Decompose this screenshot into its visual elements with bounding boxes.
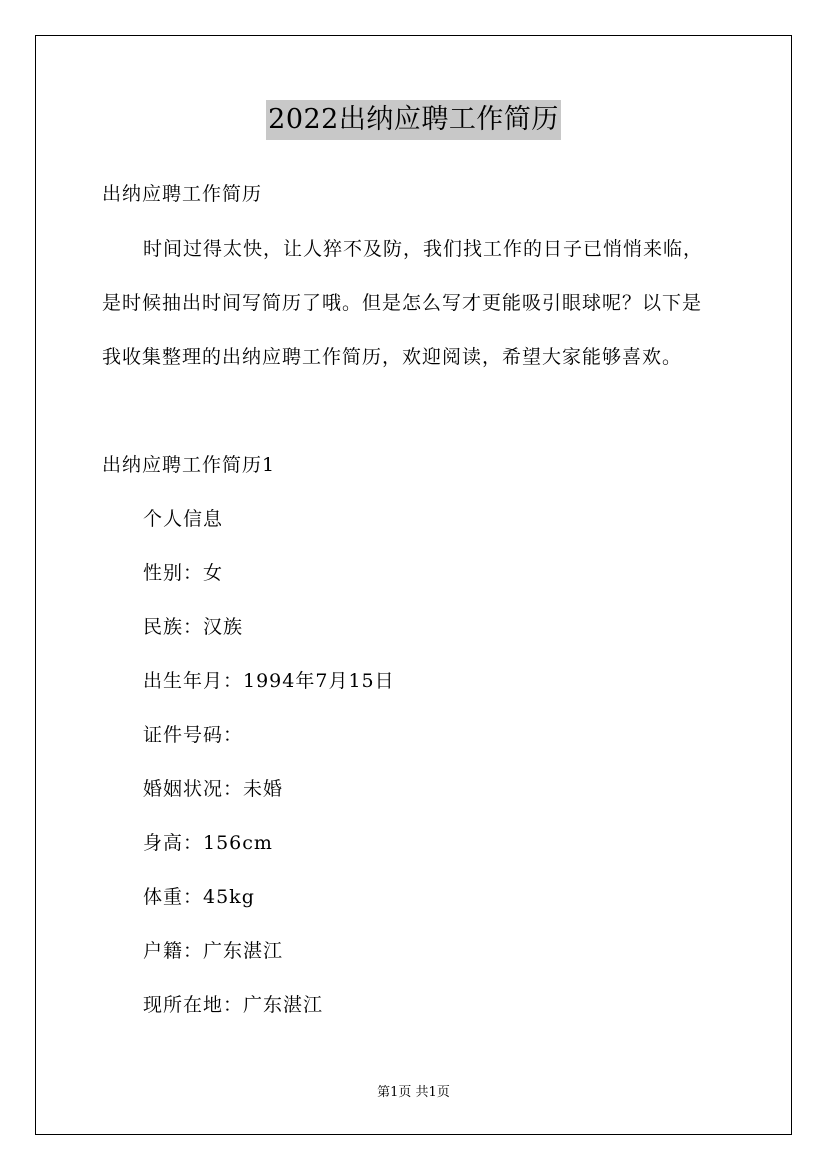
section-heading: 出纳应聘工作简历1 <box>102 454 276 476</box>
info-item-marital-status: 婚姻状况：未婚 <box>143 778 284 800</box>
info-item-weight: 体重：45kg <box>143 886 255 908</box>
info-item-personal-info: 个人信息 <box>143 508 224 530</box>
info-item-current-location: 现所在地：广东湛江 <box>143 994 324 1016</box>
title-container <box>0 100 827 140</box>
info-item-hukou: 户籍：广东湛江 <box>143 940 284 962</box>
info-item-ethnicity: 民族：汉族 <box>143 616 244 638</box>
page-footer: 第1页 共1页 <box>377 1085 450 1100</box>
info-item-height: 身高：156cm <box>143 832 273 854</box>
intro-line-1: 时间过得太快，让人猝不及防，我们找工作的日子已悄悄来临， <box>143 238 704 260</box>
intro-line-2: 是时候抽出时间写简历了哦。但是怎么写才更能吸引眼球呢？以下是 <box>102 292 703 314</box>
info-item-birthdate: 出生年月：1994年7月15日 <box>143 670 395 692</box>
intro-heading: 出纳应聘工作简历 <box>102 183 263 205</box>
info-item-gender: 性别：女 <box>143 562 224 584</box>
intro-line-3: 我收集整理的出纳应聘工作简历，欢迎阅读，希望大家能够喜欢。 <box>102 346 683 368</box>
document-title: 2022出纳应聘工作简历 <box>266 100 561 140</box>
info-item-id-number: 证件号码： <box>143 724 244 746</box>
